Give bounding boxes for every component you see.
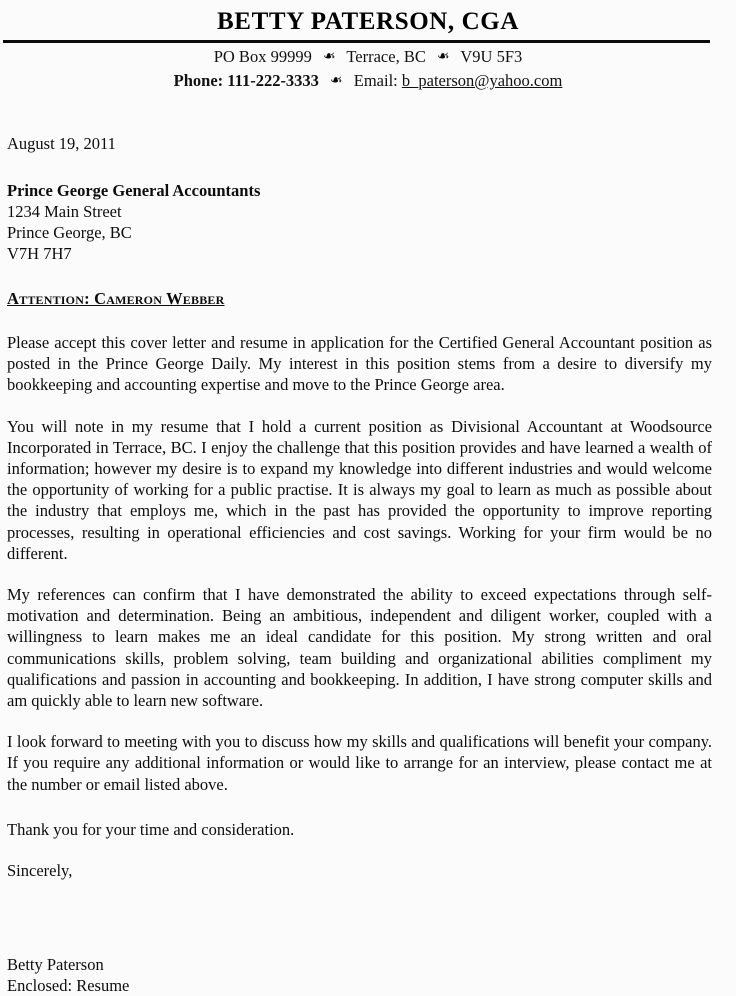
letter-body bbox=[0, 133, 736, 996]
enclosure-note: Enclosed: Resume bbox=[7, 975, 130, 995]
letterhead-address-line bbox=[0, 46, 736, 69]
email-label: Email: bbox=[353, 71, 398, 90]
letter-paragraph: Please accept this cover letter and resume in application for the Certified General Accountant position as posted in the Prince George Daily. My interest in this position stems from a desire to diversify my bookkeeping and accounting expertise and move to the Prince George area. bbox=[7, 333, 712, 395]
floral-heart-ornament-icon: ❧ bbox=[436, 49, 450, 65]
letterhead-contact-line bbox=[0, 70, 736, 93]
attention-line-wrapper bbox=[7, 264, 712, 309]
closing-thanks: Thank you for your time and consideration. bbox=[7, 819, 295, 839]
signature-block bbox=[7, 881, 712, 996]
closing-salutation: Sincerely, bbox=[7, 860, 73, 880]
recipient-address-block bbox=[7, 180, 712, 264]
letter-paragraph: My references can confirm that I have demonstrated the ability to exceed expectations through self-motivation and determination. Being an ambitious, independent and diligent worker, coupled with a willingness to learn makes me an ideal candidate for this position. My strong written and oral communications skills, problem solving, team building and organizational abilities compliment my qualifications and passion in accounting and bookkeeping. In addition, I have strong computer skills and am quickly able to learn new software. bbox=[7, 585, 712, 711]
recipient-city: Prince George, BC bbox=[7, 223, 132, 242]
floral-heart-ornament-icon: ❧ bbox=[330, 73, 343, 89]
city-text: Terrace, BC bbox=[346, 47, 426, 66]
po-box-text: PO Box 99999 bbox=[213, 47, 312, 66]
letter-paragraph: I look forward to meeting with you to discuss how my skills and qualifications will benefit your company. If you require any additional information or would like to arrange for an interview, please contact me at the number or email listed above. bbox=[7, 732, 712, 794]
letter-date: August 19, 2011 bbox=[7, 134, 116, 153]
page-title: BETTY PATERSON, CGA bbox=[217, 8, 519, 35]
recipient-organization: Prince George General Accountants bbox=[7, 181, 261, 200]
letter-paragraph: You will note in my resume that I hold a current position as Divisional Accountant at Woodsource Incorporated in Terrace, BC. I enjoy the challenge that this position provides and have learned a wealth of information; however my desire is to expand my knowledge into different industries and would welcome the opportunity of working for a public practise. It is always my goal to learn as much as possible about the industry that employs me, which in the past has provided the opportunity to improve reporting processes, resulting in operational efficiencies and cost savings. Working for your firm would be no different. bbox=[7, 416, 712, 563]
floral-heart-ornament-icon: ❧ bbox=[322, 49, 336, 65]
signature-name: Betty Paterson bbox=[7, 954, 104, 974]
email-link[interactable]: b_paterson@yahoo.com bbox=[401, 71, 563, 90]
recipient-street: 1234 Main Street bbox=[7, 202, 122, 221]
postal-code-text: V9U 5F3 bbox=[460, 47, 523, 66]
letterhead-divider bbox=[3, 40, 710, 43]
letterhead bbox=[0, 0, 736, 93]
phone-text: Phone: 111-222-3333 bbox=[173, 71, 319, 90]
attention-line: Attention: Cameron Webber bbox=[7, 289, 225, 308]
recipient-postal: V7H 7H7 bbox=[7, 244, 72, 263]
